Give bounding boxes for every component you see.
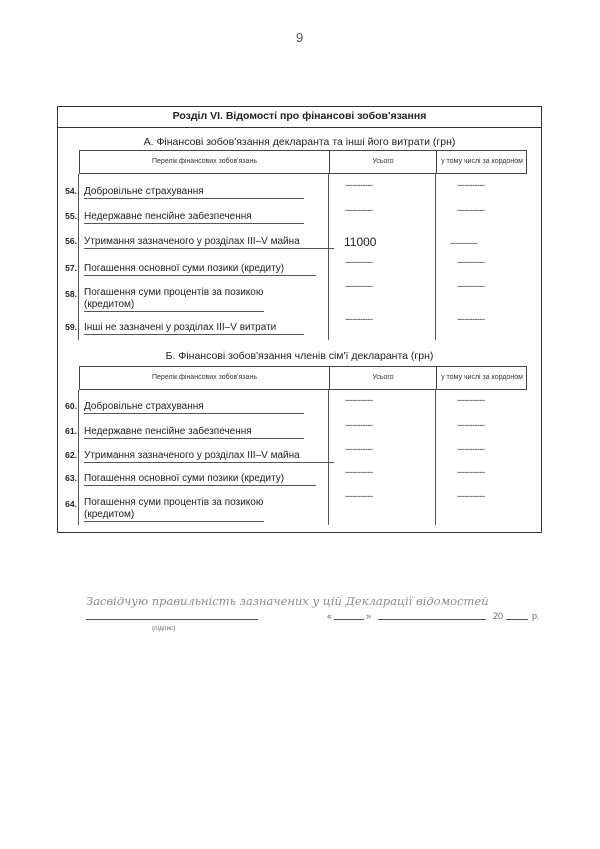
row-label: Погашення основної суми позики (кредиту) <box>84 263 316 276</box>
row-total: ----------- <box>345 395 373 405</box>
row-label: Погашення суми процентів за позикою (кредитом) <box>84 287 264 310</box>
table-row <box>57 467 542 487</box>
row-number: 61. <box>65 426 77 436</box>
signature-line[interactable] <box>86 619 258 620</box>
row-abroad: ----------- <box>457 314 485 324</box>
page-number: 9 <box>296 30 304 45</box>
header-abroad: у тому числі за кордоном <box>441 158 523 165</box>
part-b-title: Б. Фінансові зобов'язання членів сім'ї декларанта (грн) <box>165 350 434 362</box>
row-total: ----------- <box>345 257 373 267</box>
year-suffix: р. <box>532 611 540 621</box>
row-number: 59. <box>65 322 77 332</box>
row-total: ----------- <box>345 205 373 215</box>
table-row <box>57 180 542 200</box>
date-year-line[interactable] <box>506 619 528 620</box>
row-abroad: ----------- <box>457 395 485 405</box>
table-row <box>57 236 542 250</box>
row-label: Утримання зазначеного у розділах III–V майна <box>84 236 334 249</box>
certification-text: Засвідчую правильність зазначених у цій Декларації відомостей <box>86 594 489 608</box>
row-abroad: ----------- <box>457 180 485 190</box>
table-row <box>57 205 542 225</box>
row-number: 60. <box>65 401 77 411</box>
row-label: Добровільне страхування <box>84 186 304 199</box>
row-number: 57. <box>65 263 77 273</box>
signature-caption: (підпис) <box>152 625 176 632</box>
row-number: 63. <box>65 473 77 483</box>
row-total: 11000 <box>344 235 377 249</box>
table-row <box>57 257 542 277</box>
table-row <box>57 491 542 523</box>
row-label: Погашення основної суми позики (кредиту) <box>84 473 316 486</box>
row-abroad: ----------- <box>457 444 485 454</box>
table-row <box>57 395 542 415</box>
row-abroad: ----------- <box>457 420 485 430</box>
row-total: ----------- <box>345 281 373 291</box>
year-prefix: 20 <box>493 611 504 621</box>
row-abroad: ----------- <box>450 238 478 248</box>
row-number: 62. <box>65 450 77 460</box>
row-abroad: ----------- <box>457 491 485 501</box>
row-label: Інші не зазначені у розділах III–V витрати <box>84 322 304 335</box>
row-abroad: ----------- <box>457 281 485 291</box>
part-a-header <box>79 150 527 174</box>
row-abroad: ----------- <box>457 467 485 477</box>
header-abroad: у тому числі за кордоном <box>441 374 523 381</box>
row-number: 58. <box>65 289 77 299</box>
date-month-line[interactable] <box>378 619 486 620</box>
row-total: ----------- <box>345 444 373 454</box>
table-row <box>57 314 542 336</box>
row-label: Недержавне пенсійне забезпечення <box>84 426 304 439</box>
row-label: Добровільне страхування <box>84 401 304 414</box>
row-label: Недержавне пенсійне забезпечення <box>84 211 304 224</box>
row-total: ----------- <box>345 420 373 430</box>
table-row <box>57 281 542 313</box>
header-list: Перелік фінансових зобов'язань <box>152 158 257 165</box>
row-number: 56. <box>65 236 77 246</box>
date-open-quote: « <box>327 611 333 621</box>
row-total: ----------- <box>345 180 373 190</box>
row-abroad: ----------- <box>457 257 485 267</box>
row-label: Погашення суми процентів за позикою (кредитом) <box>84 497 264 520</box>
part-b-header <box>79 366 527 390</box>
date-close-quote: » <box>366 611 372 621</box>
row-number: 54. <box>65 186 77 196</box>
header-total: Усього <box>372 374 394 381</box>
row-number: 64. <box>65 499 77 509</box>
row-abroad: ----------- <box>457 205 485 215</box>
table-row <box>57 444 542 464</box>
header-total: Усього <box>372 158 394 165</box>
row-number: 55. <box>65 211 77 221</box>
row-total: ----------- <box>345 467 373 477</box>
date-day-line[interactable] <box>334 619 364 620</box>
row-total: ----------- <box>345 491 373 501</box>
table-row <box>57 420 542 440</box>
section-title: Розділ VI. Відомості про фінансові зобов'язання <box>57 106 542 128</box>
row-total: ----------- <box>345 314 373 324</box>
row-label: Утримання зазначеного у розділах III–V майна <box>84 450 334 463</box>
header-list: Перелік фінансових зобов'язань <box>152 374 257 381</box>
part-a-title: А. Фінансові зобов'язання декларанта та інші його витрати (грн) <box>143 136 456 148</box>
